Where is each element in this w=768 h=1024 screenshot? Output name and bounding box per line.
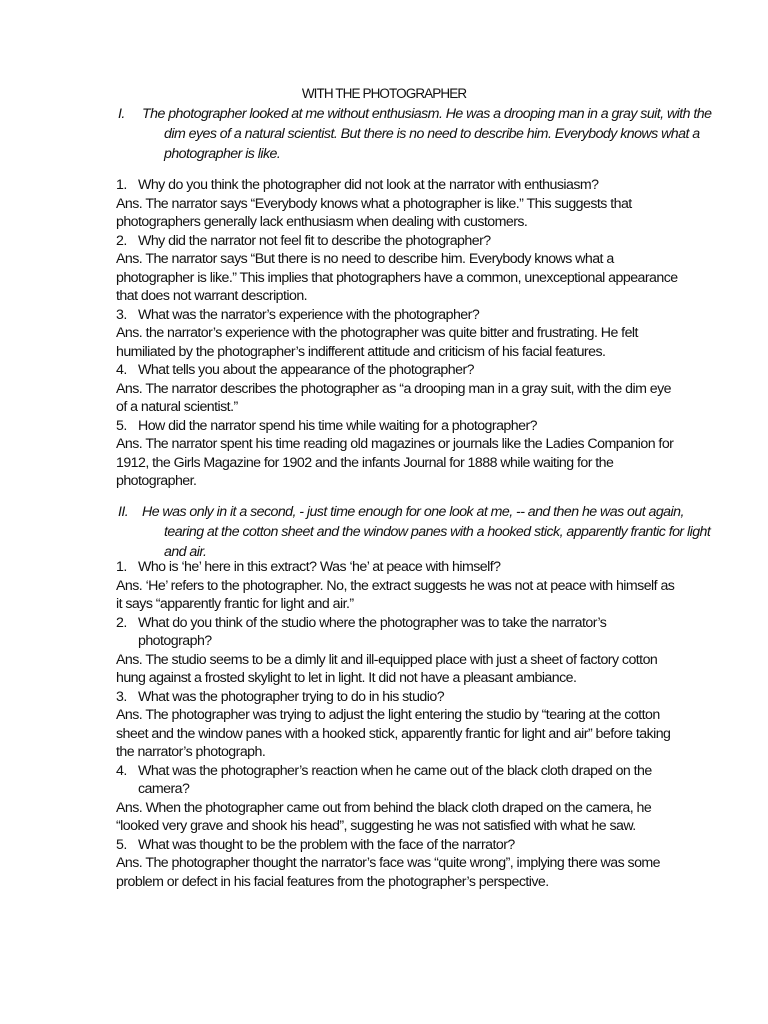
extract-text: The photographer looked at me without enthusiasm. He was a drooping man in a gray suit, with the dim eyes of a natural scientist. But there is no need to describe him. Everybody knows what a photographer is like. bbox=[142, 106, 712, 162]
answer: Ans. The narrator says “Everybody knows what a photographer is like.” This suggests that photographers generally lack enthusiasm when dealing with customers. bbox=[116, 195, 632, 230]
answer: Ans. The studio seems to be a dimly lit and ill-equipped place with just a sheet of factory cotton hung against a frosted skylight to let in light. It did not have a pleasant ambiance. bbox=[116, 651, 658, 686]
extract-text: He was only in it a second, - just time enough for one look at me, -- and then he was out again, tearing at the cotton sheet and the window panes with a hooked stick, apparently frantic for light and air. bbox=[142, 504, 711, 560]
qa-item bbox=[116, 176, 678, 232]
qa-item bbox=[116, 306, 678, 362]
question: 4. What tells you about the appearance of the photographer? bbox=[116, 362, 474, 378]
section-numeral: II. bbox=[118, 504, 129, 520]
answer: Ans. The narrator says “But there is no need to describe him. Everybody knows what a photographer is like.” This implies that photographers have a common, unexceptional appearance that does not warrant description. bbox=[116, 251, 678, 304]
qa-item bbox=[116, 558, 678, 614]
question: 2. Why did the narrator not feel fit to describe the photographer? bbox=[116, 232, 491, 249]
answer: Ans. the narrator’s experience with the photographer was quite bitter and frustrating. He felt humiliated by the photographer’s indifferent attitude and criticism of his facial features. bbox=[116, 325, 638, 360]
answer: Ans. The narrator spent his time reading old magazines or journals like the Ladies Companion for 1912, the Girls Magazine for 1902 and the infants Journal for 1888 while waiting for the photographer. bbox=[116, 436, 674, 489]
qa-item bbox=[116, 417, 678, 491]
answer: Ans. ‘He’ refers to the photographer. No, the extract suggests he was not at peace with himself as it says “apparently frantic for light and air.” bbox=[116, 577, 675, 612]
question: 1. Who is ‘he’ here in this extract? Was ‘he’ at peace with himself? bbox=[116, 559, 501, 575]
qa-item bbox=[116, 762, 678, 836]
qa-item bbox=[116, 232, 678, 306]
question: 5. What was thought to be the problem with the face of the narrator? bbox=[116, 836, 515, 853]
extract-section-1 bbox=[118, 104, 718, 164]
qa-item bbox=[116, 614, 678, 688]
answer: Ans. The narrator describes the photographer as “a drooping man in a gray suit, with the dim eye of a natural scientist.” bbox=[116, 380, 671, 415]
answer: Ans. The photographer thought the narrator’s face was “quite wrong”, implying there was some problem or defect in his facial features from the photographer’s perspective. bbox=[116, 855, 661, 890]
qa-item bbox=[116, 688, 678, 762]
question: 2. What do you think of the studio where the photographer was to take the narrator’s photograph? bbox=[116, 614, 607, 649]
question: 4. What was the photographer’s reaction when he came out of the black cloth draped on the camera? bbox=[116, 762, 652, 797]
qa-list-section-2 bbox=[116, 558, 678, 891]
answer: Ans. The photographer was trying to adjust the light entering the studio by “tearing at the cotton sheet and the window panes with a hooked stick, apparently frantic for light and air” before taking the narrator’s photograph. bbox=[116, 707, 671, 760]
qa-list-section-1 bbox=[116, 176, 678, 491]
qa-item bbox=[116, 836, 678, 892]
question: 1. Why do you think the photographer did not look at the narrator with enthusiasm? bbox=[116, 177, 599, 193]
section-numeral: I. bbox=[118, 106, 125, 122]
question: 3. What was the photographer trying to do in his studio? bbox=[116, 688, 445, 705]
qa-item bbox=[116, 361, 678, 417]
extract-section-2 bbox=[118, 502, 718, 562]
answer: Ans. When the photographer came out from behind the black cloth draped on the camera, he “looked very grave and shook his head”, suggesting he was not satisfied with what he saw. bbox=[116, 799, 652, 834]
question: 5. How did the narrator spend his time while waiting for a photographer? bbox=[116, 417, 537, 434]
question: 3. What was the narrator’s experience with the photographer? bbox=[116, 306, 480, 323]
page-title: WITH THE PHOTOGRAPHER bbox=[301, 86, 467, 101]
